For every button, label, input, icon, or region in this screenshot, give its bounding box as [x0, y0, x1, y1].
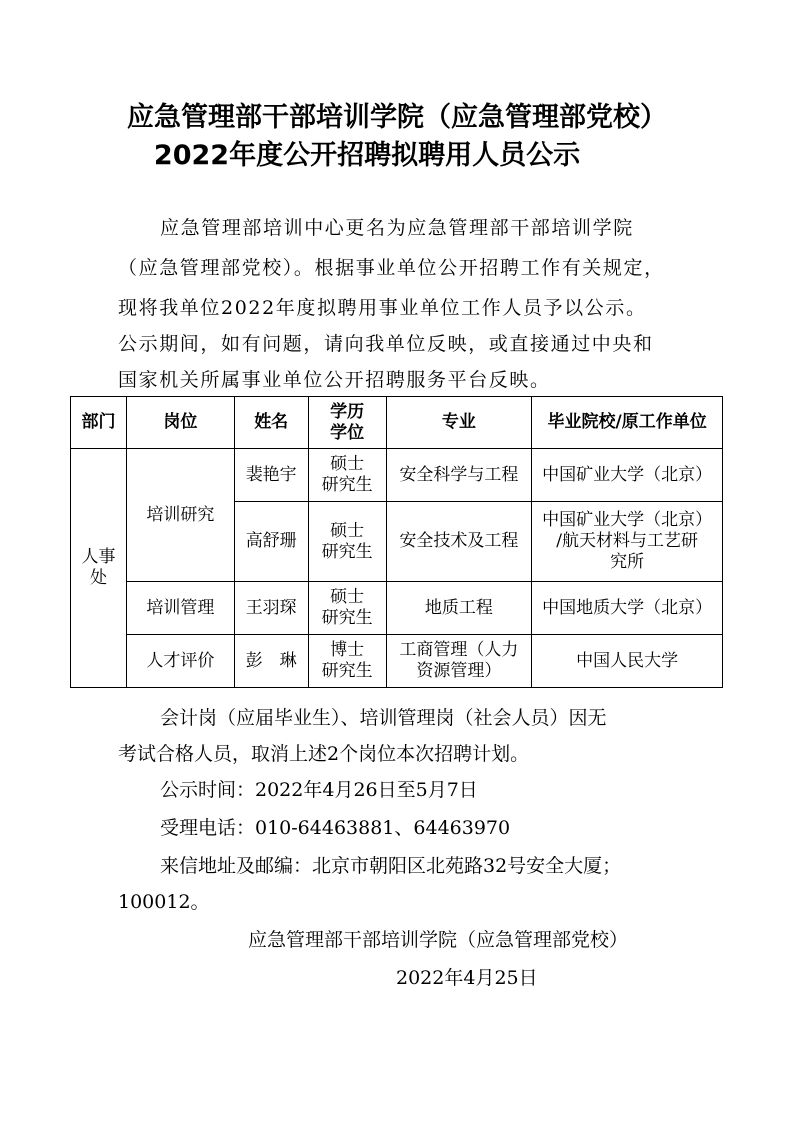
edu-level: 研究生	[321, 541, 373, 562]
edu-level: 研究生	[321, 475, 373, 495]
post-cell: 人才评价	[126, 635, 234, 688]
school-cell: 中国矿业大学（北京）	[532, 449, 723, 502]
edu-level: 研究生	[321, 661, 373, 681]
school-line: 究所	[610, 552, 645, 572]
major-cell: 地质工程	[386, 582, 532, 635]
cancel-note-line: 考试合格人员，取消上述2个岗位本次招聘计划。	[118, 743, 530, 765]
header-edu-line1: 学历	[330, 401, 365, 422]
name-cell: 裴艳宇	[234, 449, 308, 502]
header-post: 岗位	[126, 397, 234, 449]
education-cell	[308, 502, 386, 582]
mailing-address: 来信地址及邮编：北京市朝阳区北苑路32号安全大厦；	[160, 855, 622, 877]
dept-cell	[71, 449, 127, 688]
table-row	[71, 635, 723, 688]
major-cell: 安全科学与工程	[386, 449, 532, 502]
name-cell: 王羽琛	[234, 582, 308, 635]
header-name: 姓名	[234, 397, 308, 449]
cancel-note-line: 会计岗（应届毕业生）、培训管理岗（社会人员）因无	[160, 707, 607, 729]
header-edu-line2: 学位	[330, 422, 365, 443]
major-cell	[386, 635, 532, 688]
education-cell	[308, 635, 386, 688]
title-line-2: 2022年度公开招聘拟聘用人员公示	[153, 140, 581, 171]
signature-date: 2022年4月25日	[396, 967, 538, 989]
post-cell: 培训管理	[126, 582, 234, 635]
post-cell: 培训研究	[126, 449, 234, 582]
edu-degree: 博士	[330, 640, 365, 660]
dept-line1: 人事	[81, 547, 116, 567]
intro-line: 现将我单位2022年度拟聘用事业单位工作人员予以公示。	[118, 297, 647, 319]
table-row	[71, 582, 723, 635]
publicity-period: 公示时间：2022年4月26日至5月7日	[160, 779, 478, 801]
school-cell	[532, 502, 723, 582]
title-line-1: 应急管理部干部培训学院（应急管理部党校）	[127, 102, 667, 133]
education-cell	[308, 449, 386, 502]
header-dept: 部门	[71, 397, 127, 449]
header-major: 专业	[386, 397, 532, 449]
school-line: 中国矿业大学（北京）	[542, 510, 713, 530]
intro-line: 国家机关所属事业单位公开招聘服务平台反映。	[118, 369, 551, 391]
postal-code: 100012。	[118, 891, 210, 913]
candidates-table	[70, 396, 723, 688]
education-cell	[308, 582, 386, 635]
school-cell: 中国地质大学（北京）	[532, 582, 723, 635]
edu-level: 研究生	[321, 608, 373, 628]
intro-line: 公示期间，如有问题，请向我单位反映，或直接通过中央和	[118, 333, 654, 355]
school-line: /航天材料与工艺研	[556, 531, 699, 551]
major-cell: 安全技术及工程	[386, 502, 532, 582]
table-header-row	[71, 397, 723, 449]
edu-degree: 硕士	[330, 454, 365, 474]
dept-line2: 处	[89, 568, 107, 588]
signature-org: 应急管理部干部培训学院（应急管理部党校）	[248, 929, 629, 951]
table-row	[71, 449, 723, 502]
major-line: 工商管理（人力	[399, 640, 519, 660]
header-school: 毕业院校/原工作单位	[532, 397, 723, 449]
name-cell: 彭 琳	[234, 635, 308, 688]
contact-phone: 受理电话：010-64463881、64463970	[160, 817, 511, 839]
intro-line: （应急管理部党校）。根据事业单位公开招聘工作有关规定，	[118, 257, 665, 279]
intro-line: 应急管理部培训中心更名为应急管理部干部培训学院	[160, 217, 634, 239]
edu-degree: 硕士	[330, 587, 365, 607]
school-cell: 中国人民大学	[532, 635, 723, 688]
header-education	[308, 397, 386, 449]
name-cell: 高舒珊	[234, 502, 308, 582]
edu-degree: 硕士	[330, 520, 365, 541]
major-line: 资源管理）	[416, 661, 502, 681]
